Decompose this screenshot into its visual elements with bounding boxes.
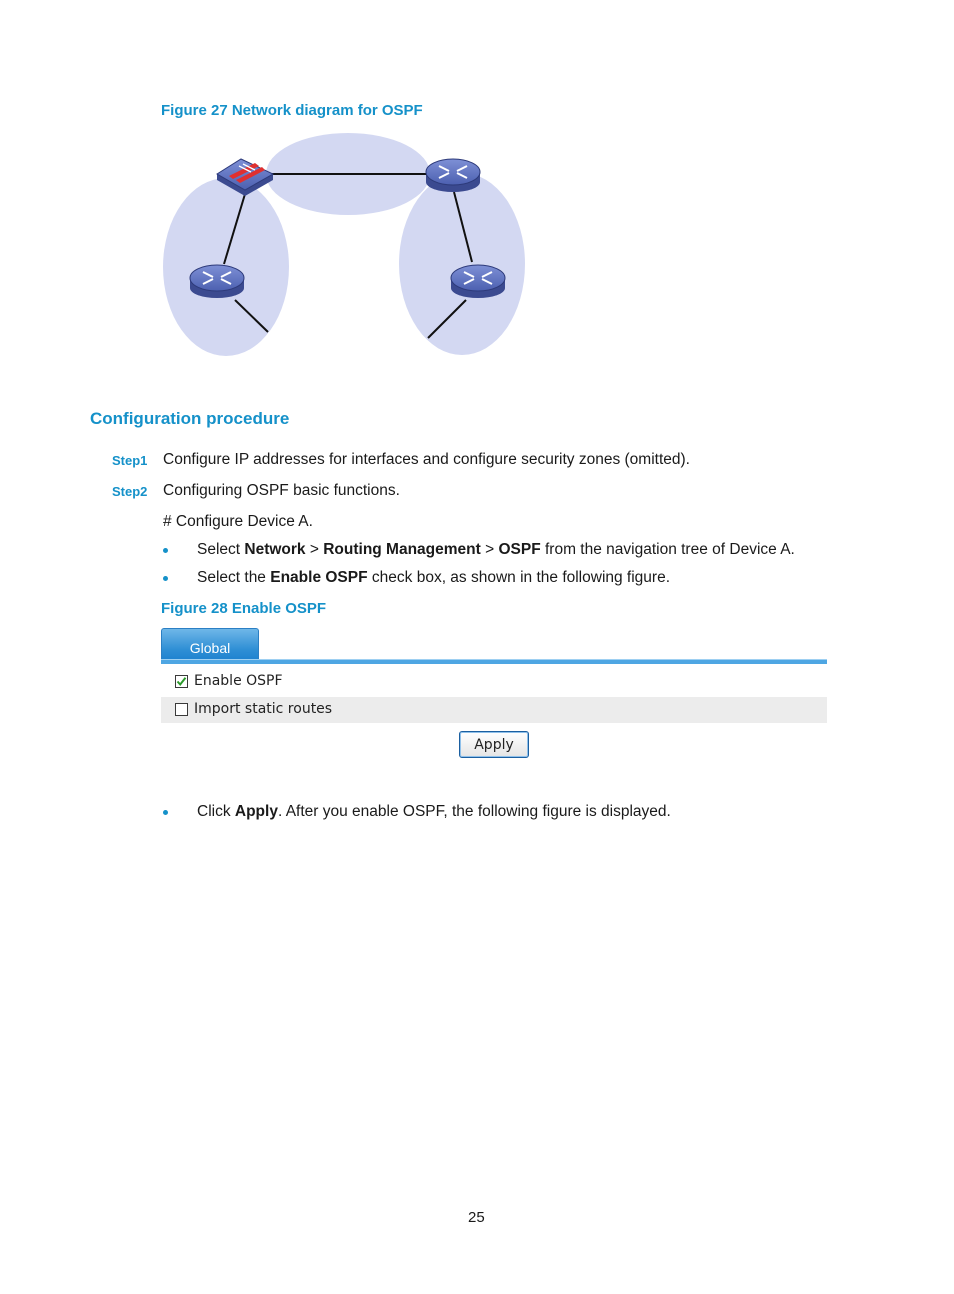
- section-heading: Configuration procedure: [90, 409, 290, 428]
- import-static-label: Import static routes: [194, 701, 333, 717]
- check-icon: [176, 676, 187, 687]
- page-number: 25: [468, 1209, 485, 1226]
- bullet-dot: [163, 576, 168, 581]
- step1-text: Configure IP addresses for interfaces and configure security zones (omitted).: [163, 451, 690, 468]
- bullet-dot: [163, 548, 168, 553]
- tab-global[interactable]: Global: [161, 628, 259, 663]
- enable-ospf-row: [161, 669, 827, 695]
- figure-27-caption: Figure 27 Network diagram for OSPF: [161, 102, 423, 119]
- import-static-row: [161, 697, 827, 723]
- figure-28-caption: Figure 28 Enable OSPF: [161, 600, 327, 617]
- router-icon: [426, 159, 480, 192]
- import-static-checkbox[interactable]: [175, 703, 188, 716]
- area-ellipse-right: [399, 173, 525, 355]
- step2-text: Configuring OSPF basic functions.: [163, 482, 400, 499]
- enable-ospf-label: Enable OSPF: [194, 673, 283, 689]
- bullet-dot: [163, 810, 168, 815]
- step1-label: Step1: [112, 453, 148, 468]
- step2-label: Step2: [112, 484, 148, 499]
- ospf-network-diagram: [155, 128, 535, 363]
- router-icon: [451, 265, 505, 298]
- tab-bar: [161, 659, 827, 664]
- bullet-2-text: Select the Enable OSPF check box, as shown in the following figure.: [197, 569, 671, 586]
- router-icon: [190, 265, 244, 298]
- apply-button[interactable]: Apply: [459, 731, 529, 758]
- bullet-3-text: Click Apply. After you enable OSPF, the following figure is displayed.: [197, 803, 671, 820]
- configure-line: # Configure Device A.: [163, 513, 313, 530]
- bullet-1-text: Select Network > Routing Management > OSPF from the navigation tree of Device A.: [197, 541, 795, 558]
- enable-ospf-checkbox[interactable]: [175, 675, 188, 688]
